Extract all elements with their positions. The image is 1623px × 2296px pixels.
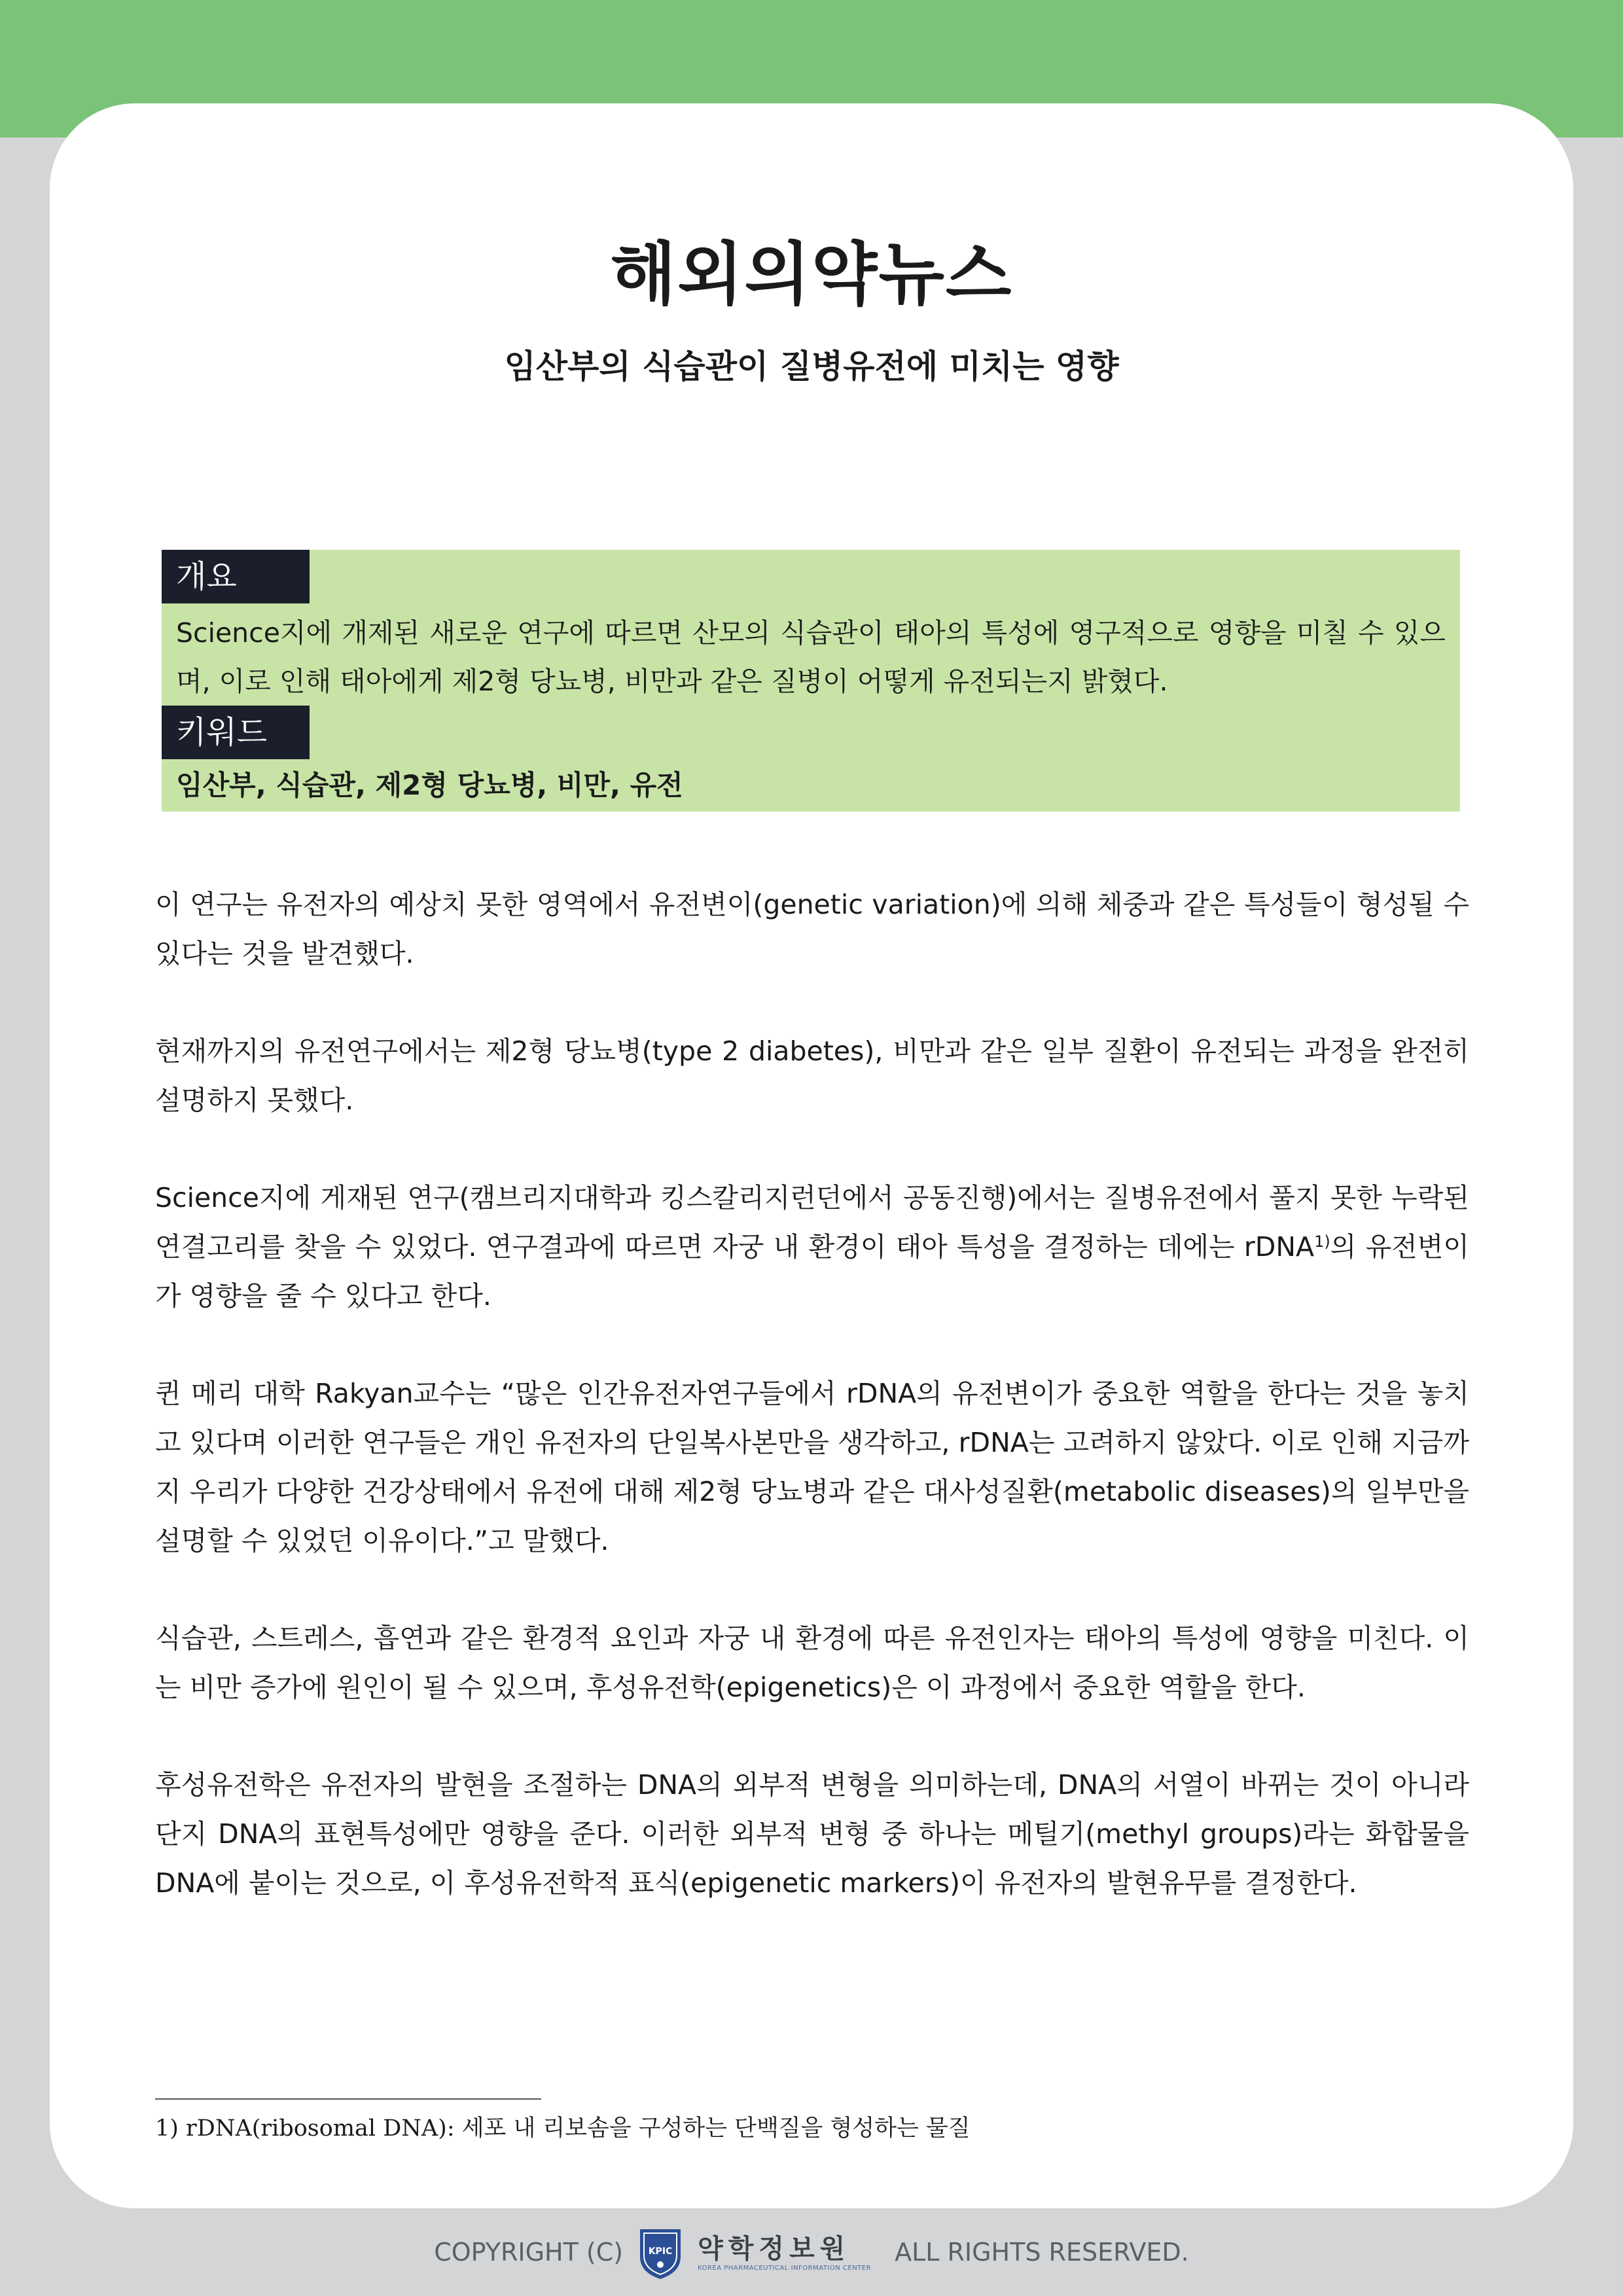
overview-label: 개요 <box>162 550 310 603</box>
page-footer <box>0 2223 1623 2282</box>
page-title: 해외의약뉴스 <box>610 234 1013 314</box>
kpic-logo-icon <box>637 2224 683 2280</box>
body-paragraph-6: 후성유전학은 유전자의 발현을 조절하는 DNA의 외부적 변형을 의미하는데, DNA의 서열이 바뀌는 것이 아니라 단지 DNA의 표현특성에만 영향을 준다. 이러한 외부적 변형 중 하나는 메틸기(methyl groups)라는 화합물을 DNA에 붙이는 것으로, 이 후성유전학적 표식(epigenetic markers)이 유전자의 발현유무를 결정한다. <box>155 1769 1469 1899</box>
body-paragraph-3-start: Science지에 게재된 연구(캠브리지대학과 킹스칼리지런던에서 공동진행)에서는 질병유전에서 풀지 못한 누락된 연결고리를 찾을 수 있었다. 연구결과에 따르면 자궁 내 환경이 태아 특성을 결정하는 데에는 rDNA <box>155 1182 1469 1263</box>
body-paragraph-4: 퀸 메리 대학 Rakyan교수는 “많은 인간유전자연구들에서 rDNA의 유전변이가 중요한 역할을 한다는 것을 놓치고 있다며 이러한 연구들은 개인 유전자의 단일복사본만을 생각하고, rDNA는 고려하지 않았다. 이로 인해 지금까지 우리가 다양한 건강상태에서 유전에 대해 제2형 당뇨병과 같은 대사성질환(metabolic diseases)의 일부만을 설명할 수 있었던 이유이다.”고 말했다. <box>155 1378 1469 1556</box>
organization-name-korean: 약학정보원 <box>698 2233 851 2264</box>
body-paragraph-2: 현재까지의 유전연구에서는 제2형 당뇨병(type 2 diabetes), 비만과 같은 일부 질환이 유전되는 과정을 완전히 설명하지 못했다. <box>155 1035 1469 1116</box>
copyright-text: COPYRIGHT (C) <box>434 2238 624 2267</box>
summary-box <box>162 550 1460 812</box>
keywords-text: 임산부, 식습관, 제2형 당뇨병, 비만, 유전 <box>176 769 683 801</box>
footnote-1: 1) rDNA(ribosomal DNA): 세포 내 리보솜을 구성하는 단백질을 형성하는 물질 <box>155 2115 971 2142</box>
article-title: 임산부의 식습관이 질병유전에 미치는 영향 <box>504 348 1119 386</box>
body-paragraph-3-end: 의 유전변이가 영향을 줄 수 있다고 한다. <box>155 1231 1469 1312</box>
rights-text: ALL RIGHTS RESERVED. <box>895 2238 1189 2267</box>
organization-name-english: KOREA PHARMACEUTICAL INFORMATION CENTER <box>698 2264 872 2272</box>
body-paragraph-3 <box>155 1174 1469 1321</box>
body-paragraph-5: 식습관, 스트레스, 흡연과 같은 환경적 요인과 자궁 내 환경에 따른 유전인자는 태아의 특성에 영향을 미친다. 이는 비만 증가에 원인이 될 수 있으며, 후성유전학(epigenetics)은 이 과정에서 중요한 역할을 한다. <box>155 1623 1469 1703</box>
keywords-label: 키워드 <box>162 706 310 759</box>
footnote-divider <box>155 2098 541 2100</box>
kpic-logo-text: KPIC <box>648 2246 673 2257</box>
article-body <box>155 880 1469 1956</box>
body-paragraph-1: 이 연구는 유전자의 예상치 못한 영역에서 유전변이(genetic variation)에 의해 체중과 같은 특성들이 형성될 수 있다는 것을 발견했다. <box>155 889 1469 969</box>
overview-text: Science지에 개제된 새로운 연구에 따르면 산모의 식습관이 태아의 특성에 영구적으로 영향을 미칠 수 있으며, 이로 인해 태아에게 제2형 당뇨병, 비만과 같은 질병이 어떻게 유전되는지 밝혔다. <box>176 617 1446 697</box>
organization-name <box>698 2233 871 2272</box>
footnote-ref-1: 1) <box>1314 1232 1330 1251</box>
